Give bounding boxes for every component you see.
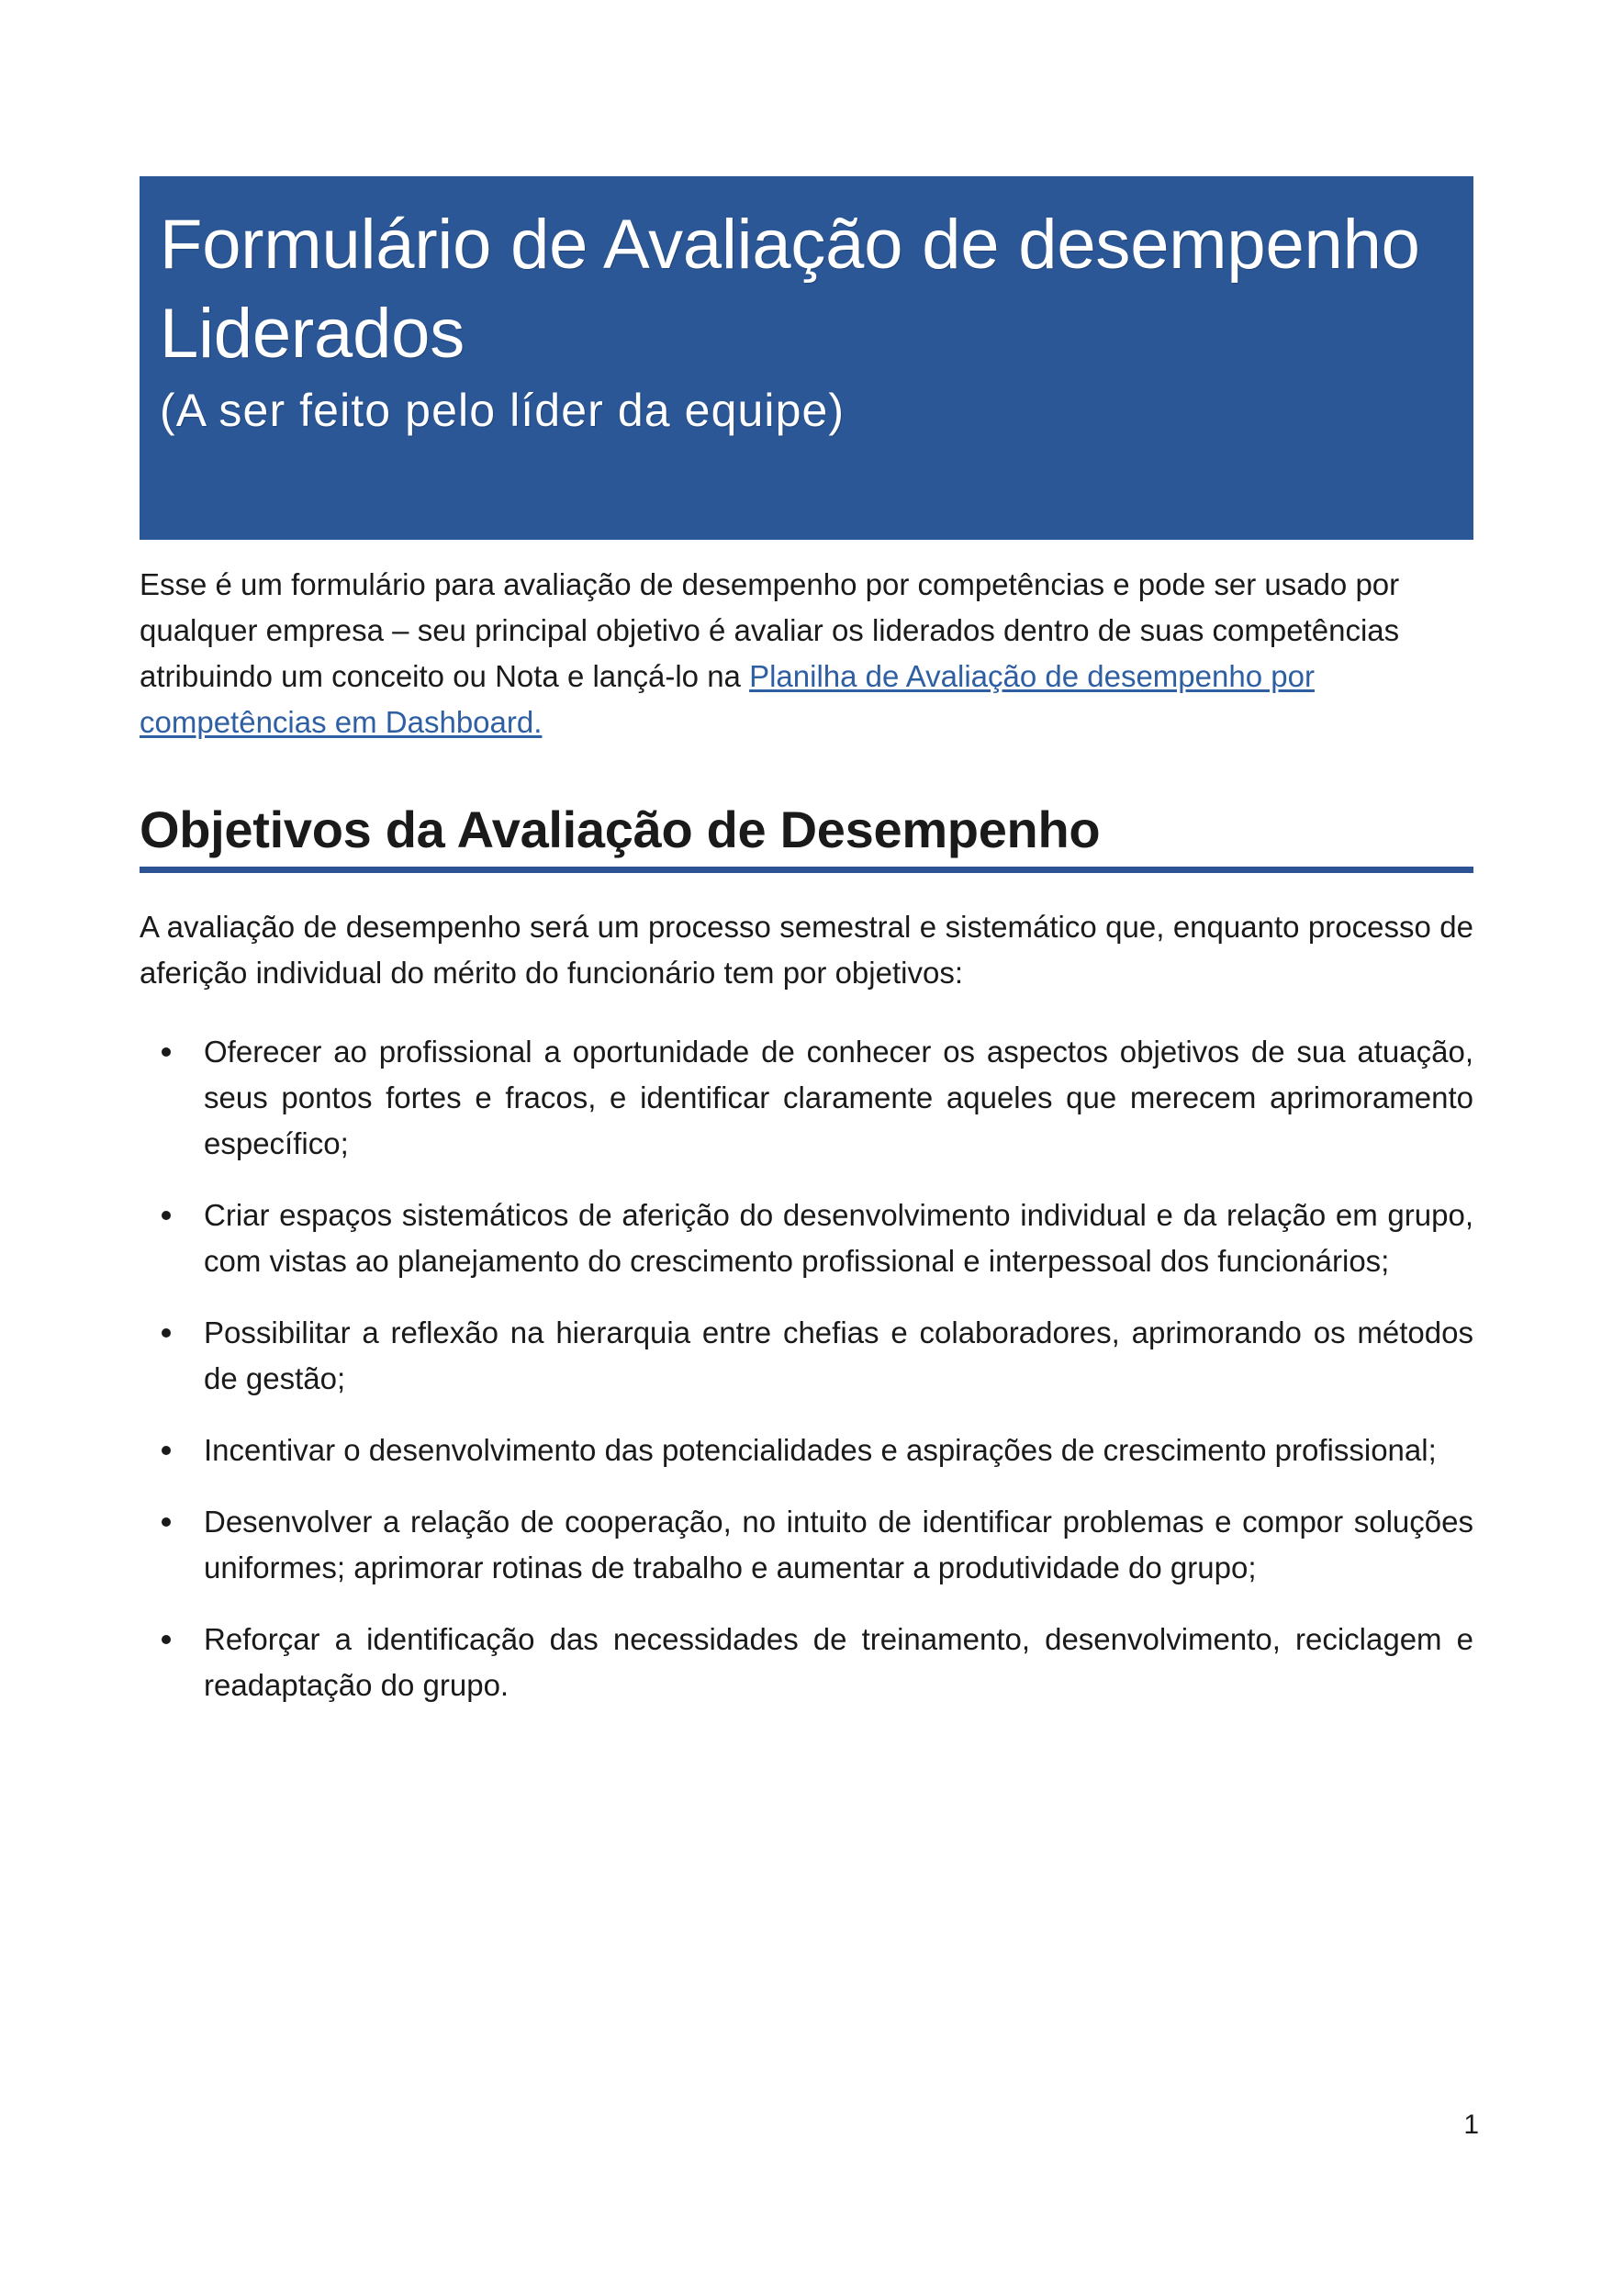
list-item-text: Desenvolver a relação de cooperação, no intuito de identificar problemas e compor soluções uniformes; aprimorar rotinas de trabalho e aumentar a produtividade do grupo; [204,1505,1473,1584]
document-title: Formulário de Avaliação de desempenho Liderados [160,206,1420,373]
list-item [140,1029,1473,1167]
dashboard-spreadsheet-link[interactable]: Planilha de Avaliação de desempenho por competências em Dashboard. [140,659,1315,739]
list-item-text: Possibilitar a reflexão na hierarquia entre chefias e colaboradores, aprimorando os métodos de gestão; [204,1315,1473,1395]
bullet-dot-icon [162,1446,171,1455]
list-item [140,1617,1473,1708]
page-number: 1 [1463,2110,1479,2140]
document-body [140,562,1473,1708]
list-item [140,1499,1473,1591]
bullet-dot-icon [162,1517,171,1527]
section-heading-group [140,799,1473,873]
title-banner [140,176,1473,540]
list-item-text: Criar espaços sistemáticos de aferição do desenvolvimento individual e da relação em grupo, com vistas ao planejamento do crescimento profissional e interpessoal dos funcionários; [204,1198,1473,1278]
intro-text: Esse é um formulário para avaliação de desempenho por competências e pode ser usado por qualquer empresa – seu principal objetivo é avaliar os liderados dentro de suas competências atribuindo um conceito ou Nota e lançá-lo na [140,567,1400,693]
section-heading-objetivos: Objetivos da Avaliação de Desempenho [140,800,1101,858]
objectives-list [140,1029,1473,1708]
list-item [140,1427,1473,1473]
bullet-dot-icon [162,1635,171,1644]
bullet-dot-icon [162,1211,171,1220]
list-item [140,1310,1473,1402]
section-lead-paragraph: A avaliação de desempenho será um processo semestral e sistemático que, enquanto processo de aferição individual do mérito do funcionário tem por objetivos: [140,910,1473,990]
list-item [140,1192,1473,1284]
heading-underline-rule [140,867,1473,873]
intro-paragraph [140,562,1473,745]
bullet-dot-icon [162,1047,171,1057]
bullet-dot-icon [162,1328,171,1338]
list-item-text: Incentivar o desenvolvimento das potencialidades e aspirações de crescimento profissional; [204,1433,1437,1467]
list-item-text: Reforçar a identificação das necessidades de treinamento, desenvolvimento, reciclagem e readaptação do grupo. [204,1622,1473,1702]
document-subtitle: (A ser feito pelo líder da equipe) [160,385,846,436]
list-item-text: Oferecer ao profissional a oportunidade de conhecer os aspectos objetivos de sua atuação, seus pontos fortes e fracos, e identificar claramente aqueles que merecem aprimoramento específico; [204,1035,1473,1160]
